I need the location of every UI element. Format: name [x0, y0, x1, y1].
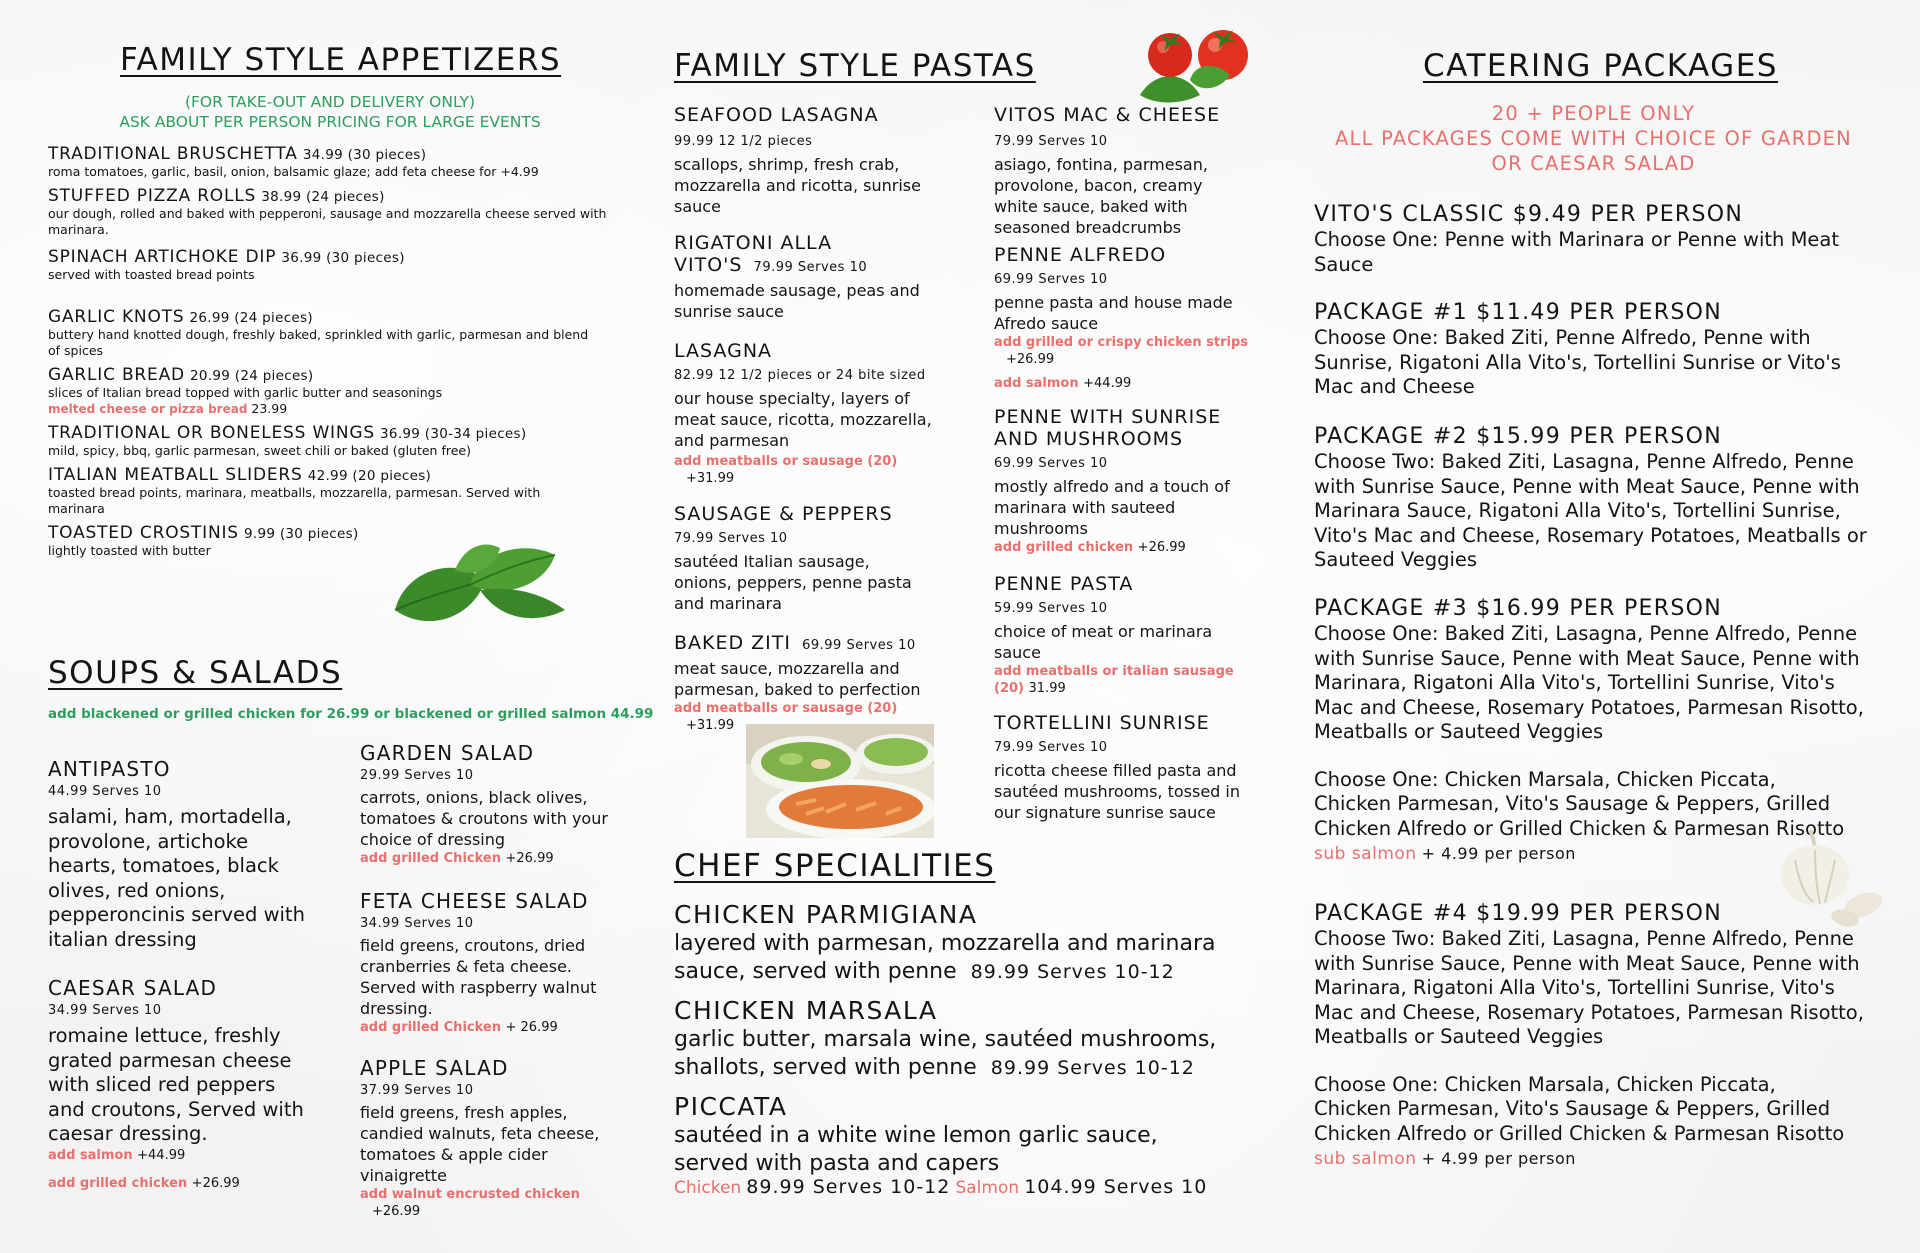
salad-addon: add walnut encrusted chicken [360, 1187, 580, 1202]
addon-price: +31.99 [686, 718, 735, 733]
addon-price: +26.99 [505, 851, 554, 866]
pasta-desc: penne pasta and house made Afredo sauce [994, 293, 1233, 333]
pasta-serves: 79.99 Serves 10 [753, 260, 868, 275]
package-sub-price: + 4.99 per person [1421, 1149, 1576, 1168]
package-title: PACKAGE #2 $15.99 PER PERSON [1314, 424, 1722, 449]
salad-serves: 44.99 Serves 10 [48, 784, 162, 799]
pasta-name: VITOS MAC & CHEESE [994, 104, 1221, 126]
package-2 [1314, 424, 1874, 573]
salad-serves: 34.99 Serves 10 [360, 916, 474, 931]
appetizers-note [48, 92, 612, 132]
chef-item-prices [674, 1176, 1254, 1198]
salad-addon [48, 1175, 308, 1192]
salad-caesar [48, 975, 308, 1192]
pasta-addon: add meatballs or sausage (20) [674, 454, 898, 469]
pasta-serves: 79.99 Serves 10 [994, 134, 1108, 149]
pasta-addon: add meatballs or sausage (20) [674, 701, 898, 716]
package-sub-label: sub salmon [1314, 1149, 1417, 1169]
pasta-baked-ziti [674, 632, 954, 734]
appetizer-addon-price: 23.99 [251, 401, 288, 416]
pasta-sunrise-mushrooms [994, 406, 1254, 556]
package-classic [1314, 202, 1874, 277]
pasta-serves: 79.99 Serves 10 [674, 531, 788, 546]
chef-item-name: CHICKEN MARSALA [674, 996, 938, 1025]
pasta-name: RIGATONI ALLA [674, 232, 833, 254]
package-desc: Choose One: Baked Ziti, Penne Alfredo, Penne with Sunrise, Rigatoni Alla Vito's, Tortellini Sunrise or Vito's Mac and Cheese [1314, 326, 1841, 398]
package-title: PACKAGE #3 $16.99 PER PERSON [1314, 596, 1722, 621]
package-desc: Choose One: Chicken Marsala, Chicken Piccata, Chicken Parmesan, Vito's Sausage & Peppers, Grilled Chicken Alfredo or Grilled Chicken & Parmesan Risotto [1314, 767, 1845, 840]
package-title: PACKAGE #1 $11.49 PER PERSON [1314, 300, 1722, 325]
chef-item-price: 89.99 Serves 10-12 [970, 961, 1175, 983]
pasta-serves: 79.99 Serves 10 [994, 740, 1108, 755]
appetizer-name: GARLIC BREAD [48, 365, 185, 385]
salad-serves: 37.99 Serves 10 [360, 1083, 474, 1098]
chef-item-name: PICCATA [674, 1092, 788, 1121]
pasta-serves: 99.99 12 1/2 pieces [674, 134, 813, 149]
pasta-addon [994, 539, 1254, 556]
appetizer-desc: mild, spicy, bbq, garlic parmesan, sweet chili or baked (gluten free) [48, 443, 471, 458]
salad-serves: 34.99 Serves 10 [48, 1003, 162, 1018]
appetizer-desc: toasted bread points, marinara, meatballs, mozzarella, parmesan. Served with marinara [48, 485, 541, 516]
salad-desc: romaine lettuce, freshly grated parmesan cheese with sliced red peppers and croutons, Served with caesar dressing. [48, 1024, 304, 1145]
chef-piccata [674, 1092, 1254, 1198]
appetizer-name: ITALIAN MEATBALL SLIDERS [48, 465, 303, 485]
addon-price: +44.99 [137, 1147, 186, 1163]
addon-label: add salmon [994, 376, 1079, 391]
package-sub [1314, 1149, 1874, 1169]
pasta-name: PENNE WITH SUNRISE [994, 406, 1222, 428]
addon-label: add salmon [48, 1147, 133, 1163]
pasta-name: AND MUSHROOMS [994, 428, 1184, 450]
pasta-serves: 69.99 Serves 10 [994, 456, 1108, 471]
salad-addon [360, 1019, 610, 1036]
chef-price-label: Salmon [955, 1178, 1020, 1198]
package-desc: Choose Two: Baked Ziti, Lasagna, Penne Alfredo, Penne with Sunrise Sauce, Penne with Meat Sauce, Penne with Marinara, Rigatoni Alla Vito's, Tortellini Sunrise, Vito's Mac and Cheese, Rosemary Potatoes, Parmesan Risotto, Meatballs or Sauteed Veggies [1314, 927, 1864, 1048]
salad-feta [360, 888, 610, 1036]
salad-name: GARDEN SALAD [360, 741, 535, 765]
package-title: PACKAGE #4 $19.99 PER PERSON [1314, 901, 1722, 926]
chef-item-name: CHICKEN PARMIGIANA [674, 900, 978, 929]
addon-price: + 26.99 [505, 1020, 558, 1035]
appetizers-note-line1: (FOR TAKE-OUT AND DELIVERY ONLY) [184, 93, 476, 111]
pasta-desc: mostly alfredo and a touch of marinara with sauteed mushrooms [994, 477, 1230, 538]
chef-parmigiana [674, 900, 1234, 986]
pasta-desc: choice of meat or marinara sauce [994, 622, 1213, 662]
appetizer-desc: lightly toasted with butter [48, 543, 211, 558]
appetizer-name: TOASTED CROSTINIS [48, 523, 239, 543]
basil-leaves-icon [385, 540, 575, 640]
addon-price: +26.99 [191, 1175, 240, 1191]
pasta-name: SAUSAGE & PEPPERS [674, 503, 893, 525]
appetizer-name: STUFFED PIZZA ROLLS [48, 186, 257, 206]
addon-price: +26.99 [1137, 540, 1186, 555]
pasta-name: LASAGNA [674, 340, 773, 362]
package-4 [1314, 901, 1874, 1169]
chef-desc-text: layered with parmesan, mozzarella and marinara sauce, served with penne [674, 931, 1216, 984]
salad-desc: salami, ham, mortadella, provolone, artichoke hearts, tomatoes, black olives, red onions, pepperoncinis served with italian dressing [48, 805, 305, 951]
pasta-serves: 59.99 Serves 10 [994, 601, 1108, 616]
salad-desc: field greens, croutons, dried cranberries & feta cheese. Served with raspberry walnut dressing. [360, 936, 597, 1018]
appetizer-price: 38.99 (24 pieces) [261, 189, 385, 205]
chef-item-price: 104.99 Serves 10 [1024, 1176, 1208, 1198]
tomatoes-icon [1135, 25, 1260, 105]
pasta-desc: sautéed Italian sausage, onions, peppers, penne pasta and marinara [674, 552, 912, 613]
catering-note [1300, 101, 1887, 176]
soups-note: add blackened or grilled chicken for 26.99 or blackened or grilled salmon 44.99 [48, 706, 654, 722]
appetizers-title: FAMILY STYLE APPETIZERS [120, 42, 562, 78]
pasta-serves: 69.99 Serves 10 [994, 272, 1108, 287]
catering-note-line3: OR CAESAR SALAD [1491, 152, 1696, 175]
appetizer-name: SPINACH ARTICHOKE DIP [48, 247, 277, 267]
pasta-seafood-lasagna [674, 104, 954, 217]
appetizer-desc: our dough, rolled and baked with pepperoni, sausage and mozzarella cheese served with marinara. [48, 206, 607, 237]
salad-name: APPLE SALAD [360, 1056, 509, 1080]
pasta-desc: our house specialty, layers of meat sauce, ricotta, mozzarella, and parmesan [674, 389, 932, 450]
pasta-lasagna [674, 340, 954, 487]
appetizer-price: 20.99 (24 pieces) [190, 368, 314, 384]
salad-serves: 29.99 Serves 10 [360, 768, 474, 783]
appetizer-item [48, 186, 628, 238]
salad-name: CAESAR SALAD [48, 976, 218, 1000]
catering-title: CATERING PACKAGES [1423, 48, 1778, 84]
appetizer-name: TRADITIONAL BRUSCHETTA [48, 144, 298, 164]
soups-title: SOUPS & SALADS [48, 655, 343, 691]
package-desc: Choose One: Chicken Marsala, Chicken Piccata, Chicken Parmesan, Vito's Sausage & Peppers, Grilled Chicken Alfredo or Grilled Chicken & Parmesan Risotto [1314, 1072, 1845, 1145]
appetizers-note-line2: ASK ABOUT PER PERSON PRICING FOR LARGE EVENTS [119, 113, 541, 131]
appetizer-desc: slices of Italian bread topped with garlic butter and seasonings [48, 385, 443, 400]
chef-item-desc: sautéed in a white wine lemon garlic sauce, served with pasta and capers [674, 1123, 1158, 1176]
pasta-mac-cheese [994, 104, 1254, 238]
pasta-desc: meat sauce, mozzarella and parmesan, baked to perfection [674, 659, 921, 699]
pasta-addon [994, 375, 1254, 392]
pasta-desc: ricotta cheese filled pasta and sautéed mushrooms, tossed in our signature sunrise sauce [994, 761, 1240, 822]
appetizer-item [48, 247, 628, 283]
package-sub-price: + 4.99 per person [1421, 844, 1576, 863]
chef-price-label: Chicken [674, 1178, 742, 1198]
salad-name: ANTIPASTO [48, 757, 171, 781]
pasta-sausage-peppers [674, 503, 954, 614]
package-title: VITO'S CLASSIC $9.49 PER PERSON [1314, 202, 1744, 227]
addon-price: +26.99 [372, 1204, 421, 1219]
salad-name: FETA CHEESE SALAD [360, 889, 589, 913]
chef-desc-text: garlic butter, marsala wine, sautéed mushrooms, shallots, served with penne [674, 1027, 1217, 1080]
addon-label: add grilled Chicken [360, 851, 501, 866]
package-desc: Choose One: Penne with Marinara or Penne with Meat Sauce [1314, 228, 1839, 276]
pasta-dish-image [746, 724, 934, 838]
appetizer-desc: buttery hand knotted dough, freshly baked, sprinkled with garlic, parmesan and blend of spices [48, 327, 589, 358]
addon-price: 31.99 [1028, 681, 1066, 696]
salad-apple [360, 1055, 610, 1220]
addon-price: +44.99 [1083, 376, 1132, 391]
appetizer-price: 26.99 (24 pieces) [189, 310, 313, 326]
appetizer-price: 36.99 (30 pieces) [281, 250, 405, 266]
appetizers-list [48, 144, 628, 559]
appetizer-price: 34.99 (30 pieces) [302, 147, 427, 163]
pasta-name: BAKED ZITI [674, 632, 791, 654]
pasta-desc: homemade sausage, peas and sunrise sauce [674, 281, 920, 321]
pasta-name: PENNE PASTA [994, 573, 1134, 595]
appetizer-name: TRADITIONAL OR BONELESS WINGS [48, 423, 375, 443]
package-desc: Choose One: Baked Ziti, Lasagna, Penne Alfredo, Penne with Sunrise Sauce, Penne with Meat Sauce, Penne with Marinara, Rigatoni Alla Vito's, Tortellini Sunrise, Vito's Mac and Cheese, Rosemary Potatoes, Parmesan Risotto, Meatballs or Sauteed Veggies [1314, 622, 1864, 743]
salad-antipasto [48, 756, 308, 952]
appetizer-price: 9.99 (30 pieces) [243, 526, 359, 542]
salad-desc: carrots, onions, black olives, tomatoes & croutons with your choice of dressing [360, 788, 608, 849]
chef-item-price: 89.99 Serves 10-12 [990, 1057, 1195, 1079]
appetizer-addon: melted cheese or pizza bread [48, 402, 248, 416]
chef-item-price: 89.99 Serves 10-12 [746, 1176, 951, 1198]
appetizer-item [48, 423, 628, 459]
chef-marsala [674, 996, 1234, 1082]
appetizer-name: GARLIC KNOTS [48, 307, 185, 327]
chef-item-desc [674, 1026, 1234, 1082]
appetizer-desc: served with toasted bread points [48, 267, 255, 282]
pastas-title: FAMILY STYLE PASTAS [674, 48, 1036, 84]
appetizer-desc: roma tomatoes, garlic, basil, onion, balsamic glaze; add feta cheese for +4.99 [48, 164, 539, 179]
appetizer-price: 36.99 (30-34 pieces) [380, 426, 527, 442]
pasta-serves: 69.99 Serves 10 [802, 638, 916, 653]
pasta-desc: asiago, fontina, parmesan, provolone, bacon, creamy white sauce, baked with seasoned breadcrumbs [994, 155, 1208, 237]
package-1 [1314, 300, 1874, 400]
salad-addon [48, 1147, 308, 1164]
addon-label: add grilled Chicken [360, 1020, 501, 1035]
appetizer-item [48, 144, 628, 180]
catering-note-line1: 20 + PEOPLE ONLY [1491, 102, 1696, 125]
pasta-name: VITO'S [674, 254, 743, 276]
pasta-penne [994, 573, 1254, 697]
pasta-serves: 82.99 12 1/2 pieces or 24 bite sized [674, 368, 926, 383]
pasta-penne-alfredo [994, 244, 1254, 392]
salad-garden [360, 740, 610, 867]
catering-note-line2: ALL PACKAGES COME WITH CHOICE OF GARDEN [1335, 127, 1852, 150]
addon-price: +26.99 [1006, 352, 1055, 367]
package-desc: Choose Two: Baked Ziti, Lasagna, Penne Alfredo, Penne with Sunrise Sauce, Penne with Meat Sauce, Penne with Marinara Sauce, Rigatoni Alla Vito's, Tortellini Sunrise, Vito's Mac and Cheese, Rosemary Potatoes, Meatballs or Sauteed Veggies [1314, 450, 1867, 571]
pasta-addon: add grilled or crispy chicken strips [994, 335, 1249, 350]
addon-label: add grilled chicken [48, 1175, 188, 1191]
pasta-addon [994, 663, 1244, 697]
package-sub-label: sub salmon [1314, 844, 1417, 864]
pasta-name: SEAFOOD LASAGNA [674, 104, 879, 126]
salad-addon [360, 850, 610, 867]
salad-desc: field greens, fresh apples, candied walnuts, feta cheese, tomatoes & apple cider vinaigrette [360, 1103, 600, 1185]
appetizer-item [48, 307, 628, 359]
pasta-name: PENNE ALFREDO [994, 244, 1167, 266]
appetizer-item [48, 465, 628, 517]
pasta-tortellini [994, 712, 1254, 823]
addon-label: add grilled chicken [994, 540, 1134, 555]
pasta-name: TORTELLINI SUNRISE [994, 712, 1210, 734]
pasta-desc: scallops, shrimp, fresh crab, mozzarella and ricotta, sunrise sauce [674, 155, 921, 216]
appetizer-price: 42.99 (20 pieces) [307, 468, 432, 484]
addon-label: add meatballs or italian sausage (20) [994, 664, 1234, 696]
chef-title: CHEF SPECIALITIES [674, 848, 996, 884]
addon-price: +31.99 [686, 471, 735, 486]
appetizer-item [48, 365, 628, 417]
chef-item-desc [674, 930, 1234, 986]
pasta-rigatoni [674, 232, 954, 322]
